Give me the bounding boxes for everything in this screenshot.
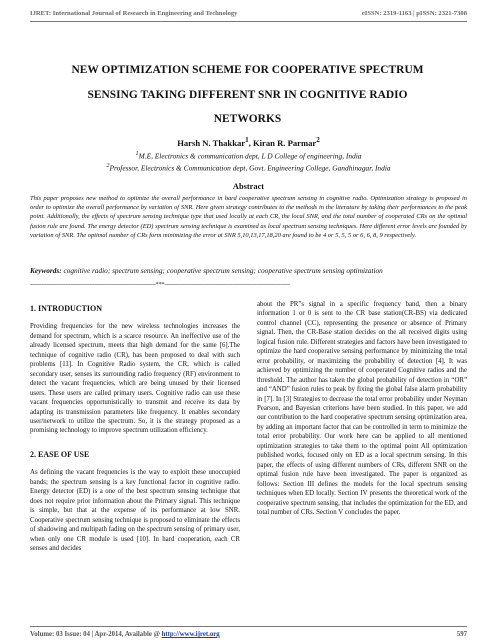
page-number: 597 xyxy=(456,631,467,638)
affiliation-1-text: M.E, Electronics & communication dept, L D College of engineering, India xyxy=(138,151,362,161)
running-header xyxy=(30,10,467,17)
ease-of-use-heading: 2. EASE OF USE xyxy=(30,449,90,459)
introduction-heading: 1. INTRODUCTION xyxy=(30,304,103,313)
keywords-label: Keywords: xyxy=(30,266,62,275)
author-2: Kiran R. Parmar xyxy=(252,137,317,148)
title-line-3: NETWORKS xyxy=(213,113,282,125)
footer-rule xyxy=(30,626,467,627)
journal-link[interactable]: http://www.ijret.org xyxy=(161,631,220,638)
issn-info: eISSN: 2319-1163 | pISSN: 2321-7308 xyxy=(361,10,467,17)
running-footer xyxy=(30,631,467,638)
footer-volume xyxy=(30,631,220,638)
author-1: Harsh N. Thakkar xyxy=(177,137,246,148)
affiliation-1 xyxy=(30,151,467,160)
left-column xyxy=(30,300,240,553)
ease-of-use-text: As defining the vacant frequencies is the way to exploit these unoccupied bands; the spectrum sensing is a key functional factor in cognitive radio. Energy detector (ED) is a one of the best spectrum sensing technique that does not require prior information about the Primary signal. This technique is simple, but that at the expense of its performance at low SNR. Cooperative spectrum sensing technique is proposed to eliminate the effects of shadowing and multipath fading on the spectrum sensing of primary user, when only one CR module is used [10]. In hard cooperation, each CR senses and decides xyxy=(30,469,240,552)
abstract-text: This paper proposes new method to optimize the overall performance in hard cooperative spectrum sensing in cognitive radio. Optimization strategy is proposed in order to optimize the overall performance by variation of SNR. Here given strategy contributes to the methods in the literature by taking their performances to the peak point. Additionally, the effects of spectrum sensing technique type that used locally at each CR, the local SNR, and the total number of cooperated CRs on the optimal fusion rule are found. The energy detector (ED) spectrum sensing technique is examined as local spectrum sensing techniques. Here different error levels are founded by variation of SNR. The optimal number of CRs form minimizing the error at SNR 5,10,13,17,18,20 are found to be 4 or 5, 5, 5 or 6, 6, 8, 9 respectively. xyxy=(30,195,467,239)
author-list xyxy=(30,136,467,148)
right-column xyxy=(257,300,467,517)
section-separator: --------------------------------------------------------------------***-------------------------------------------------------------------- xyxy=(30,281,290,288)
affiliation-2-mark: 2 xyxy=(106,163,110,169)
paper-title xyxy=(40,58,455,132)
journal-name: IJRET: International Journal of Research in Engineering and Technology xyxy=(30,10,238,17)
keywords xyxy=(30,266,467,275)
introduction-text: Providing frequencies for the new wireless technologies increases the demand for spectrum, which is a scarce resource. An ineffective use of the already licensed spectrum, meets that high demand for the same [6].The technique of cognitive radio (CR), has been proposed to deal with such problems [11]. In Cognitive Radio system, the CR, which is called secondary user, senses its surrounding radio frequency (RF) environment to detect the vacant frequencies, which are being unused by their licensed users. These users are called primary users. Cognitive radio can use these vacant frequencies opportunistically to transmit and receive its data by adapting its transmission parameters like frequency. It enables secondary user/network to utilize the spectrum. So, it is the strategy proposed as a promising technology to improve spectrum utilization efficiency. xyxy=(30,323,240,435)
affiliation-2 xyxy=(30,163,467,172)
footer-volume-text: Volume: 03 Issue: 04 | Apr-2014, Available @ xyxy=(30,631,162,638)
affiliation-2-text: Professor, Electronics & Communication dept, Govt. Engineering College, Gandhinagar, India xyxy=(109,163,391,173)
right-column-text: about the PR”s signal in a specific frequency band, then a binary information 1 or 0 is sent to the CR base station(CR-BS) via dedicated control channel (CC), representing the presence or absence of Primary signal. Then, the CR-Base station decides on the all received digits using logical fusion rule. Different strategies and factors have been investigated to optimize the hard cooperative sensing performance by minimizing the total error probability, or maximizing the probability of detection [4]. It was achieved by optimizing the number of cooperated Cognitive radios and the threshold. The author has taken the global probability of detection in “OR” and “AND” fusion rules to peak by fixing the global false alarm probability in [7]. In [3] Strategies to decrease the total error probability under Neyman Pearson, and Bayesian criterions have been studied. In this paper, we add our contribution to the hard cooperative spectrum sensing optimization area, by adding an important factor that can be controlled in term to minimize the total error probability. Our work here can be applied to all mentioned optimization strategies to take them to the optimal point All optimization published works, focused only on ED as a local spectrum sensing. In this paper, the effects of using different numbers of CRs, different SNR on the optimal fusion rule have been investigated. The paper is organized as follows: Section III defines the models for the local spectrum sensing techniques when ED locally. Section IV presents the theoretical work of the cooperative spectrum sensing, that includes the optimization for the ED, and total number of CRs. Section V concludes the paper. xyxy=(257,301,467,516)
title-line-1: NEW OPTIMIZATION SCHEME FOR COOPERATIVE SPECTRUM xyxy=(71,64,424,76)
keywords-text: cognitive radio; spectrum sensing; cooperative spectrum sensing; cooperative spectrum sensing optimization xyxy=(61,266,383,275)
title-line-2: SENSING TAKING DIFFERENT SNR IN COGNITIVE RADIO xyxy=(87,88,408,101)
abstract-heading: Abstract xyxy=(232,182,265,191)
author-2-mark: 2 xyxy=(316,136,320,144)
author-separator: , xyxy=(248,137,253,148)
header-rule xyxy=(30,21,467,22)
author-1-mark: 1 xyxy=(245,136,249,144)
affiliation-1-mark: 1 xyxy=(135,151,139,157)
